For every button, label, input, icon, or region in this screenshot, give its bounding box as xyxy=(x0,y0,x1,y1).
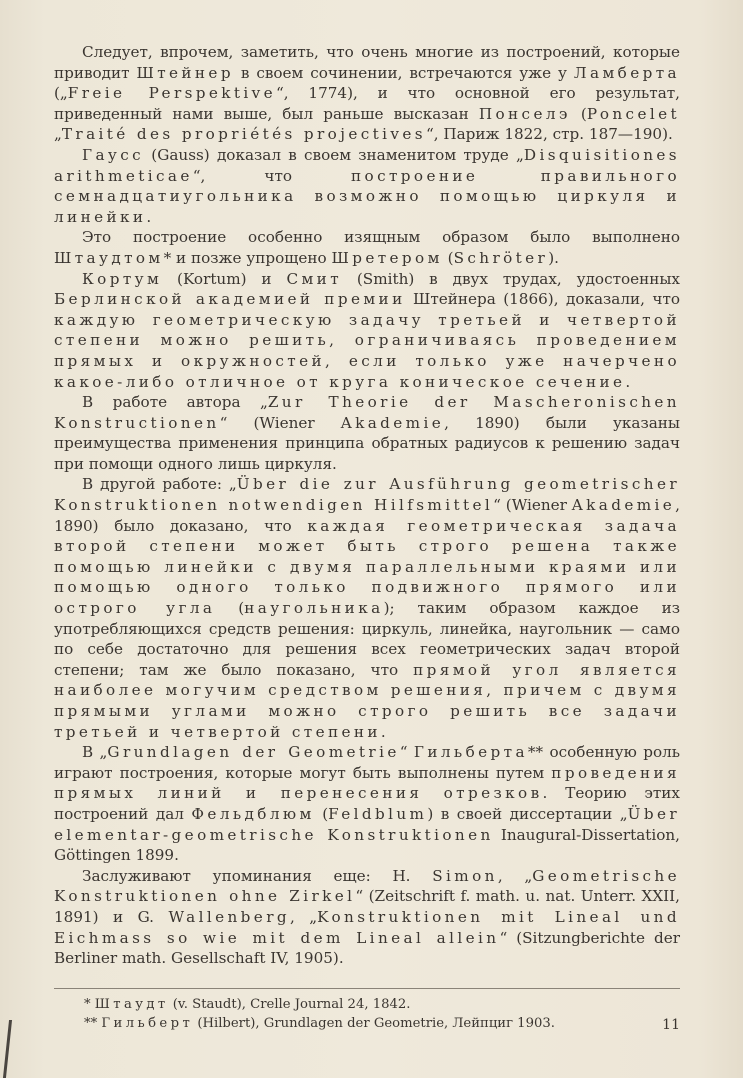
spaced-emphasis-text: наугольника xyxy=(244,599,384,618)
text-run: ** xyxy=(84,1016,102,1031)
text-run: В работе автора „ xyxy=(82,393,268,412)
text-run: Следует, впрочем, заметить, что очень многие из построений, которые приводит xyxy=(54,43,680,82)
text-run: ); таким образом каждое из употребляющихся средств решения: циркуль, линейка, наугольник — само по себе достаточно для решения всех геометрических задач второй степени; там же было показано, что xyxy=(54,599,680,679)
text-run: ( xyxy=(215,599,245,618)
spaced-emphasis-text: Штейнер xyxy=(136,63,234,82)
text-run: Inaugural-Dissertation, Göttingen 1899. xyxy=(54,825,680,865)
spaced-emphasis-text: Disquisitiones arithmeticae xyxy=(54,145,680,185)
spaced-emphasis-text: построение правильного семнадцатиугольника возможно помощью циркуля и линейки. xyxy=(54,166,680,226)
text-run: “ (Sitzungberichte der Berliner math. Gesellschaft IV, 1905). xyxy=(54,928,680,968)
text-run: (Hilbert), Grundlagen der Geometrie, Лейпциг 1903. xyxy=(193,1016,555,1031)
text-run: “ (Wiener xyxy=(219,413,341,432)
spaced-emphasis-text: каждая геометрическая задача второй степени может быть строго решена также помощью линейки с двумя параллельными краями или помощью одного только подвижного прямого или острого угла xyxy=(54,516,680,618)
spaced-emphasis-text: Понселэ xyxy=(478,104,571,123)
footnote xyxy=(54,1014,680,1033)
text-run: ( xyxy=(442,248,454,267)
spaced-emphasis-text: Ламберта xyxy=(573,63,680,82)
text-run: в своем сочинении, встречаются уже у xyxy=(233,63,574,82)
text-run: Это построение особенно изящным образом было выполнено xyxy=(82,228,680,247)
paragraph xyxy=(54,269,680,393)
text-run: “, 1774), и что основной его результат, приведенный нами выше, был раньше высказан xyxy=(54,84,680,123)
text-run: “ (Zeitschrift f. math. u. nat. Unterr. XXII, 1891) и G. xyxy=(54,887,680,926)
text-run: „ xyxy=(54,125,62,144)
text-run: („ xyxy=(54,84,68,103)
paragraph xyxy=(54,145,680,227)
spaced-emphasis-text: прямой угол является наиболее могучим средством решения, причем с двумя прямыми углами можно строго решить все задачи третьей и четвертой степени. xyxy=(54,660,680,741)
paragraph xyxy=(54,866,680,969)
text-run: * и позже упрощено xyxy=(163,248,332,267)
spaced-emphasis-text: Штаудт xyxy=(94,997,169,1012)
text-run: , 1890) было доказано, что xyxy=(54,496,680,535)
text-run: (Kortum) и xyxy=(162,269,287,288)
paragraph xyxy=(54,742,680,866)
spaced-emphasis-text: каждую геометрическую задачу третьей и четвертой степени можно решить, ограничиваясь проведением прямых и окружностей, если только уже начерчено какое-либо отличное от круга коническое сечение. xyxy=(54,310,680,391)
footnote xyxy=(54,995,680,1014)
spaced-emphasis-text: Гильберт xyxy=(101,1016,194,1031)
text-run: В „ xyxy=(82,743,108,762)
text-run: * xyxy=(84,997,95,1012)
spaced-emphasis-text: Schröter xyxy=(453,248,549,267)
text-run: ( xyxy=(314,804,329,823)
text-run: (Gauss) доказал в своем знаменитом труде „ xyxy=(144,145,524,164)
text-run: “, что xyxy=(192,166,352,185)
text-run: “ xyxy=(399,743,414,762)
main-text xyxy=(54,42,680,969)
paragraph xyxy=(54,474,680,742)
text-run: “ (Wiener xyxy=(493,496,572,515)
text-run: Заслуживают упоминания еще: H. xyxy=(82,866,433,885)
spaced-emphasis-text: Zur Theorie der Mascheronischen Konstructionen xyxy=(54,393,680,432)
text-run: , 1890) были указаны преимущества применения принципа обратных радиусов к решению задач при помощи одного лишь циркуля. xyxy=(54,413,680,473)
page-number: 11 xyxy=(662,1017,680,1033)
spaced-emphasis-text: Берлинской академией премии xyxy=(54,290,406,309)
binding-edge-mark xyxy=(3,1020,12,1078)
spaced-emphasis-text: Кортум xyxy=(82,269,163,288)
text-run: ( xyxy=(570,104,587,123)
spaced-emphasis-text: Akademie xyxy=(340,413,445,432)
paragraph xyxy=(54,392,680,474)
spaced-emphasis-text: Über elementar-geometrische Konstruktionen xyxy=(54,804,680,844)
spaced-emphasis-text: Akademie xyxy=(571,496,676,515)
text-run: Штейнера (1866), доказали, что xyxy=(405,290,680,309)
spaced-emphasis-text: Poncelet xyxy=(586,104,680,123)
text-run: (v. Staudt), Crelle Journal 24, 1842. xyxy=(168,997,411,1012)
spaced-emphasis-text: Freie Perspektive xyxy=(67,84,277,103)
text-run: В другой работе: „ xyxy=(82,475,237,494)
footnotes xyxy=(54,988,680,1033)
text-run: ). xyxy=(548,248,559,267)
text-run: “, Париж 1822, стр. 187—190). xyxy=(425,125,673,144)
spaced-emphasis-text: Geometrische Konstruktionen ohne Zirkel xyxy=(54,866,680,906)
spaced-emphasis-text: Simon xyxy=(432,866,498,885)
spaced-emphasis-text: Traité des propriétés projectives xyxy=(61,125,426,144)
text-run: ** особенную роль играют построения, которые могут быть выполнены путем xyxy=(54,743,681,782)
spaced-emphasis-text: Über die zur Ausführung geometrischer Konstruktionen notwendigen Hilfsmittel xyxy=(54,475,680,515)
paragraph xyxy=(54,42,680,145)
spaced-emphasis-text: Wallenberg xyxy=(168,907,290,926)
text-run: ) в своей диссертации „ xyxy=(427,804,628,823)
spaced-emphasis-text: Шретером xyxy=(331,248,443,267)
spaced-emphasis-text: Штаудтом xyxy=(54,248,164,267)
spaced-emphasis-text: Grundlagen der Geometrie xyxy=(107,743,400,762)
spaced-emphasis-text: Konstruktionen mit Lineal und Eichmass so wie mit dem Lineal allein xyxy=(54,907,680,947)
text-run: . Теорию этих построений дал xyxy=(54,784,680,823)
spaced-emphasis-text: Фельдблюм xyxy=(191,804,315,823)
text-run: , „ xyxy=(289,907,318,926)
text-run: , „ xyxy=(497,866,533,885)
paragraph xyxy=(54,227,680,268)
spaced-emphasis-text: Feldblum xyxy=(328,804,428,823)
text-run: (Smith) в двух трудах, удостоенных xyxy=(342,269,681,288)
spaced-emphasis-text: Гаусс xyxy=(82,145,145,164)
spaced-emphasis-text: Гильберта xyxy=(413,743,528,762)
spaced-emphasis-text: Смит xyxy=(286,269,342,288)
spaced-emphasis-text: проведения прямых линий и перенесения отрезков xyxy=(54,763,680,803)
